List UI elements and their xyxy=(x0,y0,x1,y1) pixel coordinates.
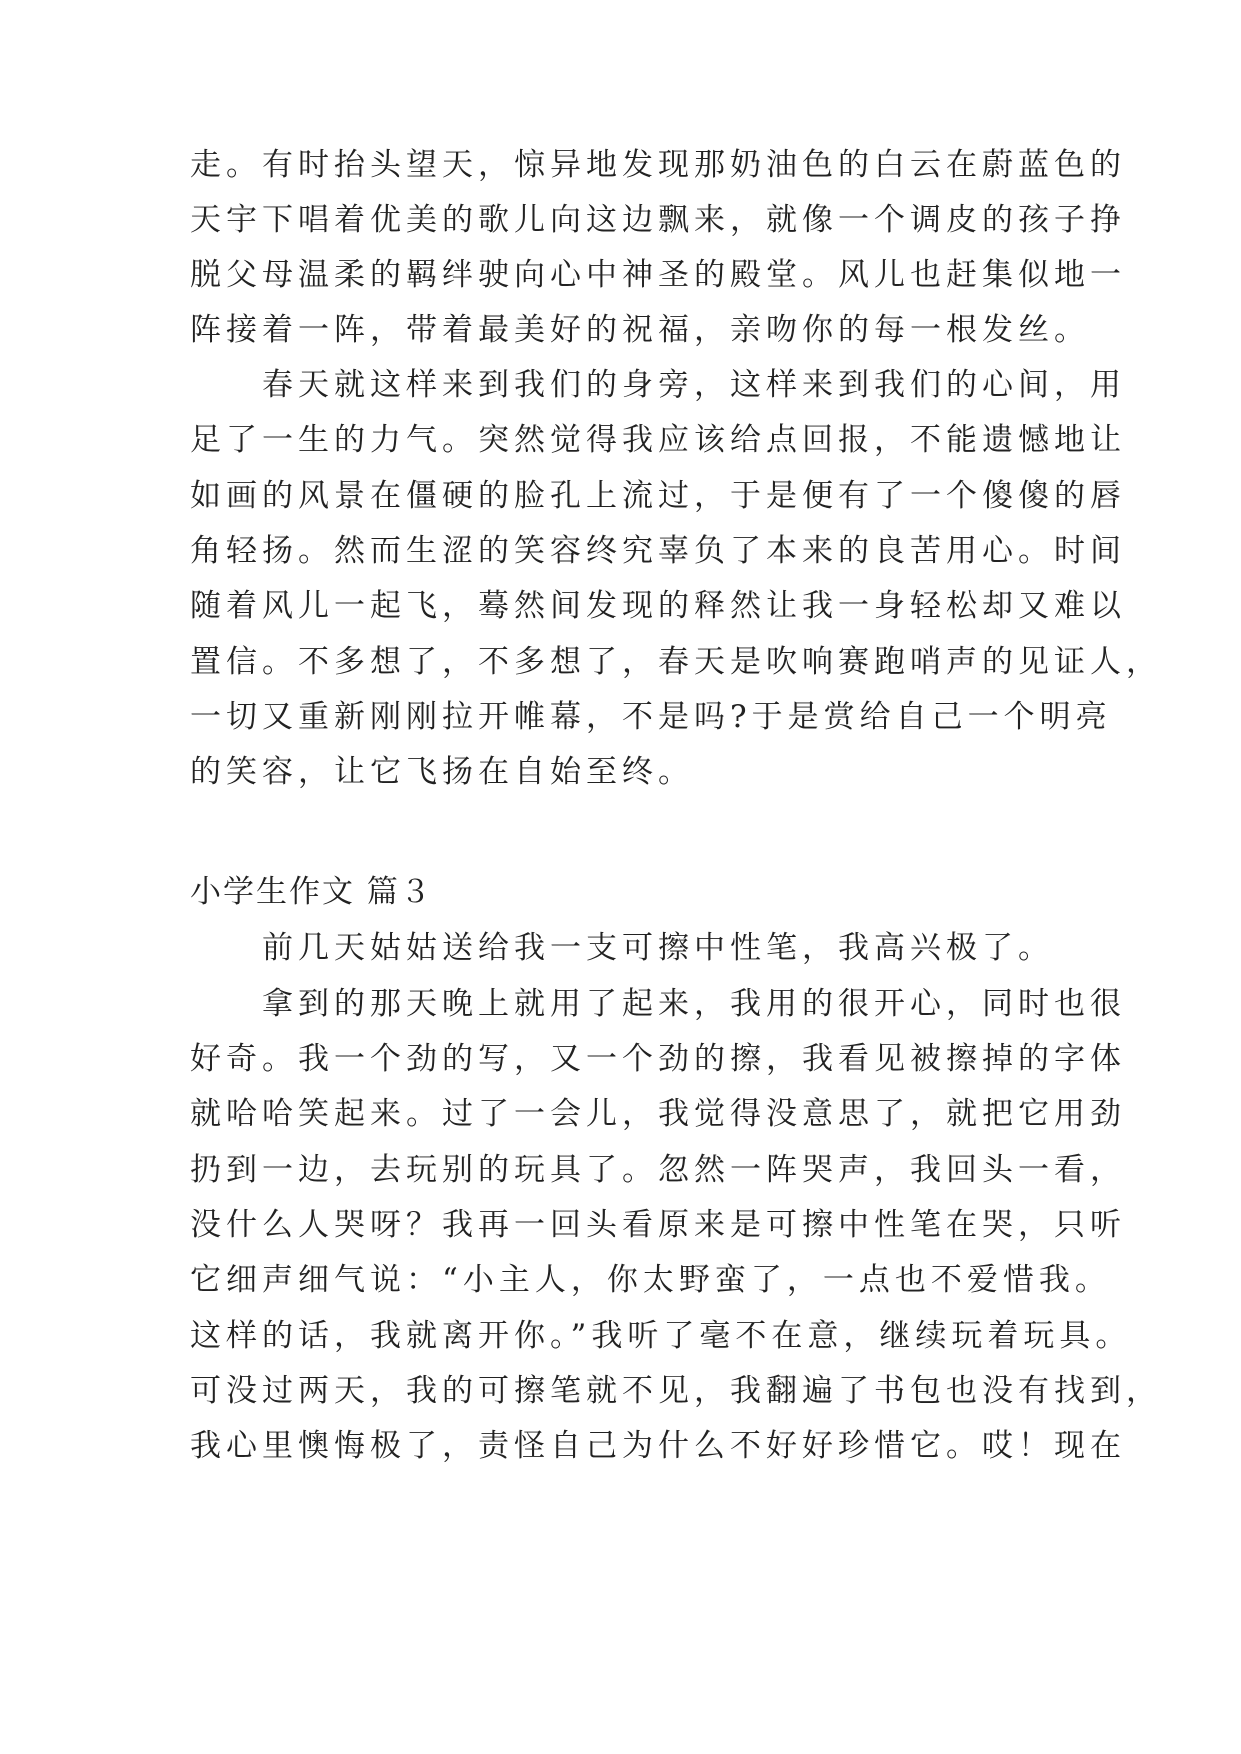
text-line: 天宇下唱着优美的歌儿向这边飘来，就像一个调皮的孩子挣 xyxy=(190,202,1126,238)
text-line: 就哈哈笑起来。过了一会儿，我觉得没意思了，就把它用劲 xyxy=(190,1096,1126,1132)
text-line: 角轻扬。然而生涩的笑容终究辜负了本来的良苦用心。时间 xyxy=(190,533,1126,569)
text-line: 我心里懊悔极了，责怪自己为什么不好好珍惜它。哎！现在 xyxy=(190,1428,1126,1464)
text-line: 可没过两天，我的可擦笔就不见，我翻遍了书包也没有找到， xyxy=(190,1373,1162,1409)
text-line: 拿到的那天晚上就用了起来，我用的很开心，同时也很 xyxy=(190,986,1126,1022)
text-line: 脱父母温柔的羁绊驶向心中神圣的殿堂。风儿也赶集似地一 xyxy=(190,257,1126,293)
text-line: 一切又重新刚刚拉开帷幕，不是吗?于是赏给自己一个明亮 xyxy=(190,699,1112,735)
text-line: 的笑容，让它飞扬在自始至终。 xyxy=(190,754,694,790)
text-line: 它细声细气说：“小主人，你太野蛮了，一点也不爱惜我。 xyxy=(190,1262,1111,1298)
text-line: 走。有时抬头望天，惊异地发现那奶油色的白云在蔚蓝色的 xyxy=(190,147,1126,183)
text-line: 好奇。我一个劲的写，又一个劲的擦，我看见被擦掉的字体 xyxy=(190,1041,1126,1077)
text-line: 前几天姑姑送给我一支可擦中性笔，我高兴极了。 xyxy=(190,930,1054,966)
text-line: 春天就这样来到我们的身旁，这样来到我们的心间，用 xyxy=(190,367,1126,403)
text-line: 随着风儿一起飞，蓦然间发现的释然让我一身轻松却又难以 xyxy=(190,588,1126,624)
section-heading: 小学生作文 篇３ xyxy=(190,874,433,910)
text-line: 这样的话，我就离开你。”我听了毫不在意，继续玩着玩具。 xyxy=(190,1318,1132,1354)
text-line: 没什么人哭呀？我再一回头看原来是可擦中性笔在哭，只听 xyxy=(190,1207,1126,1243)
text-line: 阵接着一阵，带着最美好的祝福，亲吻你的每一根发丝。 xyxy=(190,312,1090,348)
text-line: 足了一生的力气。突然觉得我应该给点回报，不能遗憾地让 xyxy=(190,422,1126,458)
text-line: 扔到一边，去玩别的玩具了。忽然一阵哭声，我回头一看， xyxy=(190,1152,1126,1188)
text-line: 置信。不多想了，不多想了，春天是吹响赛跑哨声的见证人， xyxy=(190,644,1162,680)
text-line: 如画的风景在僵硬的脸孔上流过，于是便有了一个傻傻的唇 xyxy=(190,478,1126,514)
